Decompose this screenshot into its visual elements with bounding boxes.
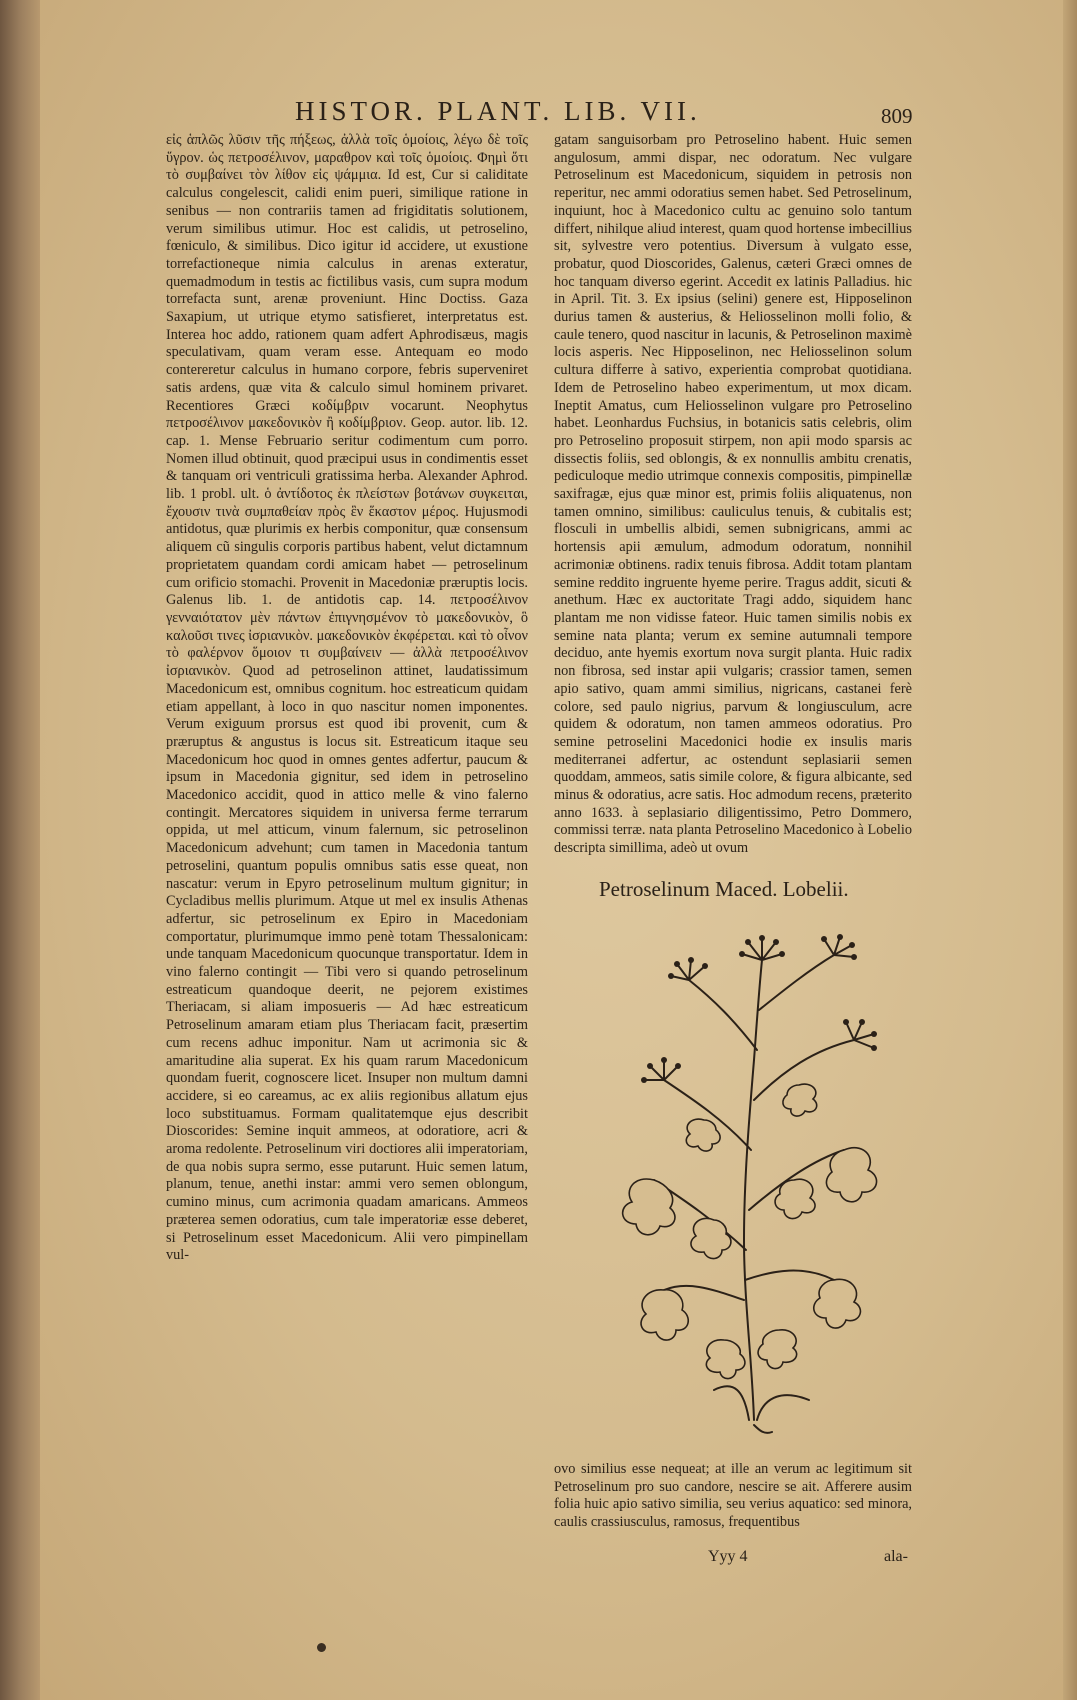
right-column-bottom-paragraph: ovo similius esse nequeat; at ille an verum ac legitimum sit Petroselinum pro suo candore, nescire se ait. Afferere ausim folia huic apio sativo similia, seu verius aquatico: sed minora, caulis crassiusculus, ramosus, frequentibus <box>554 1461 912 1531</box>
right-column-paragraph: gatam sanguisorbam pro Petroselino habent. Huic semen angulosum, ammi dispar, nec odoratum. Nec vulgare Petroselinum est Macedonicum, siquidem in petrosis non reperitur, nec ammi odoratius semen habet. Sed Petroselinum, inquiunt, hoc à Macedonico cultu ac genuino solo tantum differt, nihilque aliud interest, quam quod hortense imbecillius sit, sylvestre vero potentius. Diversum à vulgato esse, probatur, quod Dioscorides, Galenus, cæteri Græci omnes de hoc tanquam diverso egerint. Accedit ex latinis Palladius. hic in April. Tit. 3. Ex ipsius (selini) genere est, Hipposelinon durius tamen & austerius, & Heliosselinon molli folio, & caule tenero, quod nascitur in lacunis, & Petroselinon maximè locis asperis. Nec Hipposelinon, nec Heliosselinon solum cultura differre à sativo, experientia comprobat quotidiana. Idem de Petroselino habeo experimentum, ut mox dicam. Ineptit Amatus, cum Heliosselinon vulgare pro Petroselino habet. Leonhardus Fuchsius, in botanicis satis celebris, olim pro Petroselino proposuit stirpem, non apii modo sparsis ac dissectis foliis, sed oblongis, & ex nonnullis ambitu crenatis, pediculoque medio utrimque connexis compositis, pimpinellæ saxifragæ, ejus quæ minor est, primis foliis aliquatenus, non tamen omnino, similibus: cauliculus tenuis, & cubitalis est; flosculi in umbellis albidi, semen subnigricans, ammi ac hortensis apii æmulum, admodum odoratum, nonnihil acrimoniæ obtinens. radix tenuis fibrosa. Addit totam plantam semine reddito ingruente hyeme perire. Tragus addit, sicuti & anethum. Hæc ex auctoritate Tragi addo, siquidem hanc plantam me non vidisse fateor. Huic tamen similis nobis ex semine nata planta; verum ex semine autumnali tempore deciduo, ante hyemis exortum nova surgit planta. Huic radix non fibrosa, sed instar apii vulgaris; crassior tamen, semen apio sativo, quam ammi similius, nigricans, castanei ferè colore, sed paulo nigrius, parvum & longiusculum, acre quidem & odoratum, non tamen ammeos odoratius. Pro semine petroselini Macedonici hodie ex insulis maris mediterranei adfertur, ac ostendunt seplasiarii semen quoddam, ammeos, satis simile colore, & figura albicante, sed minus & odoratius, acre satis. Hoc admodum recens, præterito anno 1633. à seplasiario diligentissimo, Petro Dommero, commissi terræ. nata planta Petroselino Macedonico à Lobelio descripta simillima, adeò ut ovum <box>554 132 912 857</box>
left-text-column <box>166 132 528 1542</box>
page-number: 809 <box>881 104 913 128</box>
page-edge <box>1063 0 1077 1700</box>
catchword: ala- <box>884 1548 908 1565</box>
figure-caption: Petroselinum Maced. Lobelii. <box>599 877 849 901</box>
right-text-column-top <box>554 132 912 877</box>
right-text-column-bottom <box>554 1461 912 1561</box>
ink-spot <box>317 1643 326 1652</box>
left-column-paragraph: εἰς ἁπλῶς λῦσιν τῆς πήξεως, ἀλλὰ τοῖς ὁμοίοις, λέγω δὲ τοῖς ὕγρον. ὡς πετροσέλινον, μαραθρον καὶ τοῖς ὁμοίοις. Φημὶ ὅτι τὸ συμβαίνει τὸν λίθον εἰς ψάμμια. Id est, Cur si caliditate calculus congelescit, calidi enim pueri, similique ratione in senibus — non contrariis tamen ad frigiditatis solutionem, verum similibus utimur. Hoc est calidis, ut petroselino, fœniculo, & similibus. Dico igitur id accidere, ut exustione torrefactioneque nimia calculus in arenas exteratur, quemadmodum in testis ac fictilibus vasis, cum supra modum torrefacta sunt, arenæ proveniunt. Hinc Doctiss. Gaza Saxapium, ut utrique etymo satisfieret, interpretatus est. Interea hoc addo, rationem quam adfert Aphrodisæus, magis speculativam, quam veram esse. Antequam eo modo contereretur calculus in humano corpore, febris superveniret satis ardens, quæ vita & calculo simul hominem privaret. Recentiores Græci κοδίμβριν vocarunt. Neophytus πετροσέλινον μακεδονικὸν ἢ κοδίμβριον. Geop. autor. lib. 12. cap. 1. Mense Februario seritur codimentum cum porro. Nomen illud obtinuit, quod præcipui usus in condimentis esset & tanquam ori ventriculi gratissima herba. Alexander Aphrod. lib. 1 probl. ult. ὁ ἀντίδοτος ἐκ πλείστων βοτάνων συγκειται, ἔχουσιν τινὰ συμπαθείαν πρὸς ἓν ἕκαστον μέρος. Hujusmodi antidotus, quæ plurimis ex herbis componitur, quæ consensum aliquem cũ singulis corporis partibus habent, velut dictamnum proprietatem quandam cordi amicam habet — petroselinum cum orificio stomachi. Provenit in Macedoniæ præruptis locis. Galenus lib. 1. de antidotis cap. 14. πετροσέλινον γενναιότατον μὲν πάντων ἐπιγνησμένον τὸ μακεδονικὸν, ὃ καλοῦσι τινες ἰσριανικὸν. μακεδονικὸν ἐκφέρεται. καὶ τὸ οἶνον τὸ φαλέρνον ὅμοιον τι συμβαίνειν — ἀλλὰ πετροσέλινον ἰσριανικὸν. Quod ad petroselinon attinet, laudatissimum Macedonicum est, omnibus cognitum. hoc estreaticum quidam etiam appellant, à loco in quo nascitur nomen imponentes. Verum exiguum prorsus est quod ibi provenit, cum & præruptus & angustus is locus sit. Estreaticum itaque seu Macedonicum hoc quod in omnes gentes adfertur, paucum & ipsum in Macedonia gignitur, sed idem in petroselino Macedonico accidit, quod in attico melle & vino falerno contingit. Mercatores siquidem in universa ferme terrarum oppida, ut mel atticum, vinum falernum, sic petroselinon Macedonicum advehunt; cum tamen in Macedonia tantum petroselini, quantum populis omnibus satis esse queat, non nascatur: verum in Epyro petroselinum multum gignitur; in Cycladibus mellis plurimum. Atque ut mel ex insulis Athenas adfertur, sic petroselinum ex Epiro in Macedoniam comportatur, plurimumque immo penè totam Thessalonicam: unde tanquam Macedonicum quocunque transportatur. Idem in vino falerno contingit — Tibi vero si quando petroselinum estreaticum quandoque deerit, ne pejorem existimes Theriacam, si aliam imposueris — Ad hæc estreaticum Petroselinum amaram etiam plus Theriacam facit, præsertim cum recens adhuc imponitur. Nam ut acrimonia sic & amaritudine alia superat. Ex his quam rarum Macedonicum quondam fuerit, cognoscere licet. Insuper non multum damni accidere, si eo careamus, ac ex aliis regionibus allatum ejus loco substituamus. Formam qualitatemque ejus describit Dioscorides: Semine inquit ammeos, at odoratiore, acri & aroma redolente. Petroselinum viri doctiores alii imperatoriam, de qua nobis supra sermo, esse putarunt. Huic semen latum, planum, tenue, anethi instar: ammi vero semen oblongum, cumino minus, cum acrimonia quadam amaricans. Ammeos præterea semen odoratius, cum tale imperatoriæ esse deberet, si Petroselinum esset Macedonicum. Alii vero pimpinellam vul- <box>166 132 528 1264</box>
signature-mark: Yyy 4 <box>708 1548 748 1565</box>
parsley-woodcut-illustration <box>594 920 914 1440</box>
running-title: HISTOR. PLANT. LIB. VII. <box>295 96 701 126</box>
